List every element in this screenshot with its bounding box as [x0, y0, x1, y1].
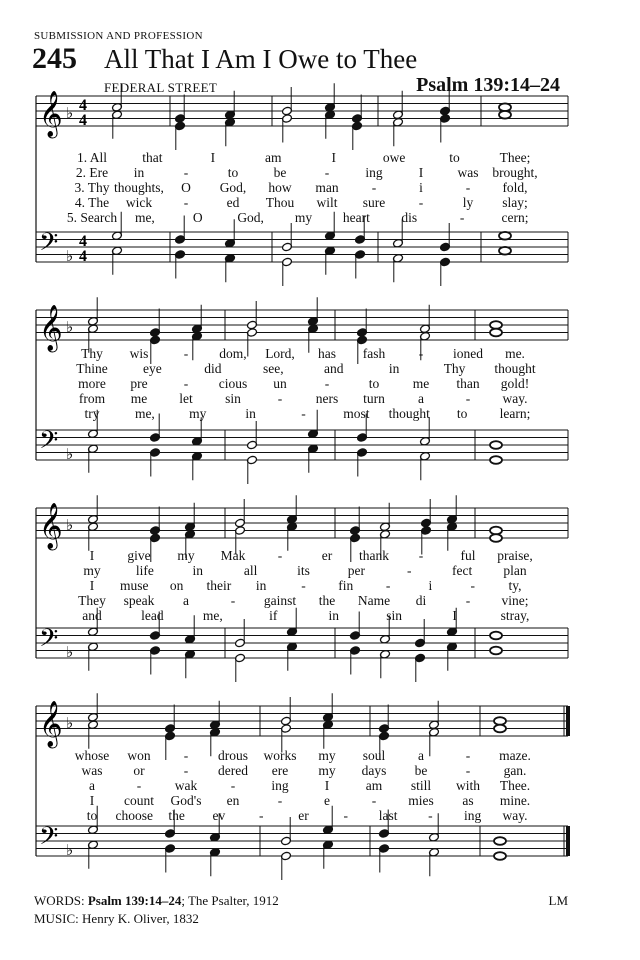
lyric-syllable: with [455, 778, 481, 793]
lyric-syllable: my [83, 563, 101, 578]
meter: LM [548, 893, 568, 908]
lyric-syllable: - [371, 180, 377, 195]
lyric-syllable: me, [134, 406, 155, 421]
lyric-syllable: give [127, 548, 151, 563]
bass-clef-icon: 𝄢 [39, 624, 59, 659]
lyric-syllable: from [78, 391, 106, 406]
lyric-syllable: thought [494, 361, 536, 376]
flat-icon: ♭ [66, 318, 74, 336]
bass-note [490, 456, 502, 464]
lyric-syllable: my [294, 210, 313, 225]
lyric-syllable: - [301, 406, 306, 421]
lyric-syllable: sure [362, 195, 386, 210]
lyric-syllable: - [230, 593, 236, 608]
lyric-syllable: in [328, 608, 339, 623]
lyric-syllable: gold! [500, 376, 530, 391]
lyric-syllable: last [378, 808, 398, 823]
lyric-syllable: - [324, 376, 330, 391]
lyric-syllable: ly [462, 195, 474, 210]
lyric-syllable: its [297, 563, 310, 578]
lyric-syllable: to [86, 808, 98, 823]
words-source: Psalm 139:14–24 [87, 893, 182, 908]
lyric-syllable: - [324, 165, 330, 180]
lyric-syllable: - [385, 578, 391, 593]
lyric-syllable: Name [357, 593, 391, 608]
lyric-syllable: ners [315, 391, 339, 406]
lyric-syllable: They [78, 593, 106, 608]
lyric-syllable: I [324, 778, 330, 793]
lyric-syllable: more [78, 376, 106, 391]
lyric-syllable: - [418, 195, 424, 210]
lyric-syllable: wak [174, 778, 198, 793]
words-credit [34, 893, 279, 909]
lyric-syllable: en [226, 793, 240, 808]
lyric-syllable: per [347, 563, 365, 578]
hymn-title: All That I Am I Owe to Thee [104, 44, 418, 74]
lyric-syllable: - [183, 748, 189, 763]
lyric-syllable: eye [143, 361, 162, 376]
bass-note [490, 632, 502, 640]
lyric-syllable: dom, [219, 346, 247, 361]
lyric-syllable: ioned [453, 346, 483, 361]
lyric-syllable: to [449, 150, 460, 165]
bass-clef-icon: 𝄢 [39, 822, 59, 857]
lyric-syllable: stray, [500, 608, 530, 623]
lyric-syllable: un [273, 376, 287, 391]
lyric-syllable: - [371, 793, 377, 808]
lyric-syllable: did [204, 361, 222, 376]
lyric-syllable: 2. Ere [75, 165, 109, 180]
lyric-syllable: - [465, 391, 471, 406]
lyric-syllable: 3. Thy [74, 180, 110, 195]
lyric-syllable: cern; [501, 210, 529, 225]
bass-clef-icon: 𝄢 [39, 228, 59, 263]
lyric-line [0, 608, 640, 624]
bass-note [494, 852, 506, 860]
lyric-syllable: the [168, 808, 185, 823]
lyric-syllable: plan [503, 563, 527, 578]
lyric-syllable: wis [129, 346, 149, 361]
lyric-syllable: me, [202, 608, 223, 623]
lyric-syllable: was [81, 763, 103, 778]
lyric-syllable: - [183, 763, 189, 778]
lyric-syllable: ing [464, 808, 482, 823]
flat-icon: ♭ [66, 247, 74, 265]
bass-note [499, 232, 511, 240]
lyric-line [0, 391, 640, 407]
lyric-syllable: praise, [497, 548, 533, 563]
lyric-syllable: - [230, 778, 236, 793]
lyric-line [0, 593, 640, 609]
lyric-syllable: whose [74, 748, 110, 763]
lyric-syllable: as [462, 793, 474, 808]
lyric-syllable: my [318, 748, 336, 763]
lyric-syllable: Thy [443, 361, 466, 376]
lyric-syllable: muse [120, 578, 149, 593]
lyric-syllable: my [177, 548, 195, 563]
lyric-syllable: fin [338, 578, 354, 593]
lyric-syllable: speak [123, 593, 155, 608]
lyric-syllable: a [183, 593, 189, 608]
treble-note [490, 534, 502, 542]
lyric-syllable: - [470, 578, 475, 593]
lyric-line [0, 165, 640, 181]
lyric-syllable: slay; [502, 195, 528, 210]
bass-clef-icon: 𝄢 [39, 426, 59, 461]
words-rest: ; The Psalter, 1912 [181, 893, 279, 908]
lyric-syllable: 1. All [76, 150, 108, 165]
lyric-syllable: a [418, 391, 424, 406]
lyric-line [0, 150, 640, 166]
treble-note [490, 329, 502, 337]
bass-note [494, 837, 506, 845]
lyric-syllable: O [192, 210, 203, 225]
lyric-syllable: won [127, 748, 151, 763]
lyric-line [0, 406, 640, 422]
lyric-syllable: - [183, 195, 189, 210]
lyric-syllable: wick [125, 195, 153, 210]
music-credit: MUSIC: Henry K. Oliver, 1832 [34, 911, 199, 926]
lyric-syllable: all [243, 563, 258, 578]
lyric-syllable: Thine [76, 361, 108, 376]
lyric-syllable: ed [226, 195, 240, 210]
lyric-syllable: be [414, 763, 428, 778]
lyric-line [0, 548, 640, 564]
lyric-syllable: drous [218, 748, 248, 763]
lyric-syllable: - [465, 763, 471, 778]
lyric-syllable: and [323, 361, 344, 376]
lyric-syllable: in [245, 406, 256, 421]
bass-time-signature-top: 4 [79, 233, 87, 250]
lyric-syllable: er [298, 808, 309, 823]
lyric-syllable: di [415, 593, 427, 608]
lyric-syllable: wilt [316, 195, 338, 210]
lyric-syllable: ere [271, 763, 289, 778]
lyric-syllable: in [255, 578, 267, 593]
lyric-syllable: I [89, 578, 95, 593]
lyric-syllable: God, [237, 210, 264, 225]
lyric-syllable: way. [502, 808, 528, 823]
lyric-syllable: - [277, 548, 283, 563]
lyric-syllable: in [192, 563, 204, 578]
lyric-syllable: sin [225, 391, 241, 406]
lyric-line [0, 763, 640, 779]
lyric-syllable: to [368, 376, 380, 391]
lyric-syllable: sin [386, 608, 403, 623]
lyric-syllable: ev [212, 808, 226, 823]
lyric-syllable: heart [342, 210, 370, 225]
lyric-syllable: am [365, 778, 383, 793]
lyric-line [0, 376, 640, 392]
lyric-syllable: fash [362, 346, 386, 361]
lyric-syllable: I [418, 165, 424, 180]
lyric-syllable: dis [401, 210, 418, 225]
lyric-syllable: - [301, 578, 306, 593]
lyric-syllable: Mak [220, 548, 246, 563]
lyric-syllable: to [456, 406, 468, 421]
lyric-syllable: ing [365, 165, 383, 180]
lyric-syllable: - [465, 593, 471, 608]
lyric-syllable: life [135, 563, 154, 578]
lyric-syllable: a [418, 748, 424, 763]
lyric-syllable: - [465, 180, 471, 195]
lyric-syllable: mine. [499, 793, 531, 808]
lyric-line [0, 808, 640, 824]
lyric-syllable: thought [388, 406, 430, 421]
words-label: WORDS: [34, 893, 85, 908]
lyric-syllable: I [452, 608, 457, 623]
lyric-line [0, 793, 640, 809]
lyric-syllable: works [263, 748, 297, 763]
lyric-syllable: count [124, 793, 154, 808]
treble-clef-icon: 𝄞 [39, 305, 63, 351]
lyric-line [0, 748, 640, 764]
lyric-syllable: am [265, 150, 282, 165]
lyric-syllable: er [321, 548, 333, 563]
lyric-syllable: - [183, 165, 189, 180]
lyric-syllable: maze. [499, 748, 531, 763]
lyric-syllable: Lord, [265, 346, 295, 361]
treble-clef-icon: 𝄞 [39, 503, 63, 549]
lyric-syllable: if [269, 608, 278, 623]
treble-clef-icon: 𝄞 [39, 91, 63, 137]
lyric-syllable: i [428, 578, 433, 593]
lyric-syllable: ful [460, 548, 476, 563]
lyric-syllable: still [410, 778, 432, 793]
lyric-syllable: dered [218, 763, 248, 778]
lyric-syllable: gainst [263, 593, 297, 608]
lyric-syllable: I [89, 793, 95, 808]
flat-icon: ♭ [66, 643, 74, 661]
flat-icon: ♭ [66, 104, 74, 122]
treble-note [490, 527, 502, 535]
lyric-syllable: - [459, 210, 465, 225]
lyric-syllable: that [142, 150, 163, 165]
lyric-syllable: Thee; [499, 150, 531, 165]
lyric-line [0, 778, 640, 794]
lyric-line [0, 210, 640, 226]
bass-note [490, 441, 502, 449]
lyric-syllable: I [210, 150, 216, 165]
lyric-syllable: Thee. [499, 778, 531, 793]
lyric-syllable: - [465, 748, 471, 763]
lyric-syllable: me [412, 376, 430, 391]
lyric-syllable: cious [218, 376, 248, 391]
treble-clef-icon: 𝄞 [39, 701, 63, 747]
lyric-line [0, 195, 640, 211]
lyric-syllable: owe [382, 150, 406, 165]
lyric-syllable: thoughts, [114, 180, 164, 195]
flat-icon: ♭ [66, 841, 74, 859]
lyric-syllable: vine; [501, 593, 529, 608]
lyric-line [0, 346, 640, 362]
lyric-syllable: - [407, 563, 412, 578]
lyric-syllable: my [318, 763, 336, 778]
lyric-syllable: or [133, 763, 145, 778]
lyric-line [0, 578, 640, 594]
lyric-line [0, 180, 640, 196]
lyric-syllable: - [343, 808, 349, 823]
lyric-syllable: lead [141, 608, 164, 623]
lyric-syllable: - [136, 778, 142, 793]
lyric-line [0, 563, 640, 579]
lyric-syllable: their [206, 578, 232, 593]
treble-time-signature-top: 4 [79, 97, 87, 114]
treble-note [494, 717, 506, 725]
lyric-syllable: most [343, 406, 370, 421]
hymn-number: 245 [32, 42, 77, 75]
lyric-syllable: 5. Search [66, 210, 118, 225]
lyric-syllable: on [169, 578, 184, 593]
lyric-syllable: try [84, 406, 100, 421]
scripture-reference: Psalm 139:14–24 [416, 74, 560, 96]
lyric-syllable: days [361, 763, 387, 778]
lyric-syllable: God's [170, 793, 202, 808]
lyric-syllable: O [181, 180, 191, 195]
flat-icon: ♭ [66, 516, 74, 534]
lyric-syllable: choose [115, 808, 154, 823]
lyric-syllable: I [89, 548, 95, 563]
treble-time-signature-bottom: 4 [79, 112, 87, 129]
lyric-syllable: - [277, 391, 283, 406]
lyric-syllable: i [419, 180, 423, 195]
lyric-syllable: God, [219, 180, 247, 195]
lyric-syllable: let [179, 391, 193, 406]
lyric-syllable: - [418, 346, 424, 361]
lyric-syllable: fold, [502, 180, 528, 195]
lyric-syllable: Thy [81, 346, 103, 361]
treble-note [499, 111, 511, 119]
lyric-syllable: - [428, 808, 433, 823]
lyric-syllable: ty, [508, 578, 522, 593]
flat-icon: ♭ [66, 445, 74, 463]
lyric-syllable: and [82, 608, 102, 623]
bass-note [490, 647, 502, 655]
lyric-syllable: gan. [503, 763, 527, 778]
lyric-syllable: see, [262, 361, 284, 376]
treble-note [499, 103, 511, 111]
lyric-syllable: man [315, 180, 339, 195]
lyric-syllable: me. [505, 346, 525, 361]
lyric-syllable: has [318, 346, 336, 361]
lyric-syllable: to [227, 165, 239, 180]
section-heading: SUBMISSION AND PROFESSION [34, 30, 203, 42]
lyric-syllable: 4. The [74, 195, 110, 210]
bass-note [499, 247, 511, 255]
lyric-syllable: me [130, 391, 148, 406]
lyric-syllable: - [183, 346, 189, 361]
lyric-syllable: my [189, 406, 207, 421]
lyric-syllable: - [183, 376, 189, 391]
lyric-syllable: thank [359, 548, 389, 563]
lyric-syllable: a [89, 778, 95, 793]
lyric-syllable: - [277, 793, 283, 808]
tune-name: FEDERAL STREET [104, 80, 218, 95]
lyric-syllable: pre [130, 376, 148, 391]
lyric-syllable: brought, [492, 165, 538, 180]
lyric-syllable: was [457, 165, 479, 180]
lyric-syllable: Thou [265, 195, 295, 210]
lyric-syllable: ing [271, 778, 289, 793]
lyric-syllable: - [418, 548, 424, 563]
lyric-syllable: fect [452, 563, 473, 578]
lyric-syllable: turn [363, 391, 385, 406]
lyric-syllable: how [268, 180, 292, 195]
lyric-syllable: learn; [499, 406, 531, 421]
lyric-line [0, 361, 640, 377]
lyric-syllable: the [318, 593, 336, 608]
lyric-syllable: I [331, 150, 336, 165]
lyric-syllable: soul [362, 748, 386, 763]
lyric-syllable: mies [408, 793, 434, 808]
lyric-syllable: be [273, 165, 287, 180]
flat-icon: ♭ [66, 714, 74, 732]
lyric-syllable: - [258, 808, 264, 823]
lyric-syllable: way. [502, 391, 528, 406]
lyric-syllable: than [456, 376, 480, 391]
lyric-syllable: e [324, 793, 330, 808]
lyric-syllable: in [388, 361, 400, 376]
lyric-syllable: in [133, 165, 145, 180]
treble-note [494, 725, 506, 733]
treble-note [490, 321, 502, 329]
lyric-syllable: me, [134, 210, 155, 225]
bass-time-signature-bottom: 4 [79, 248, 87, 265]
